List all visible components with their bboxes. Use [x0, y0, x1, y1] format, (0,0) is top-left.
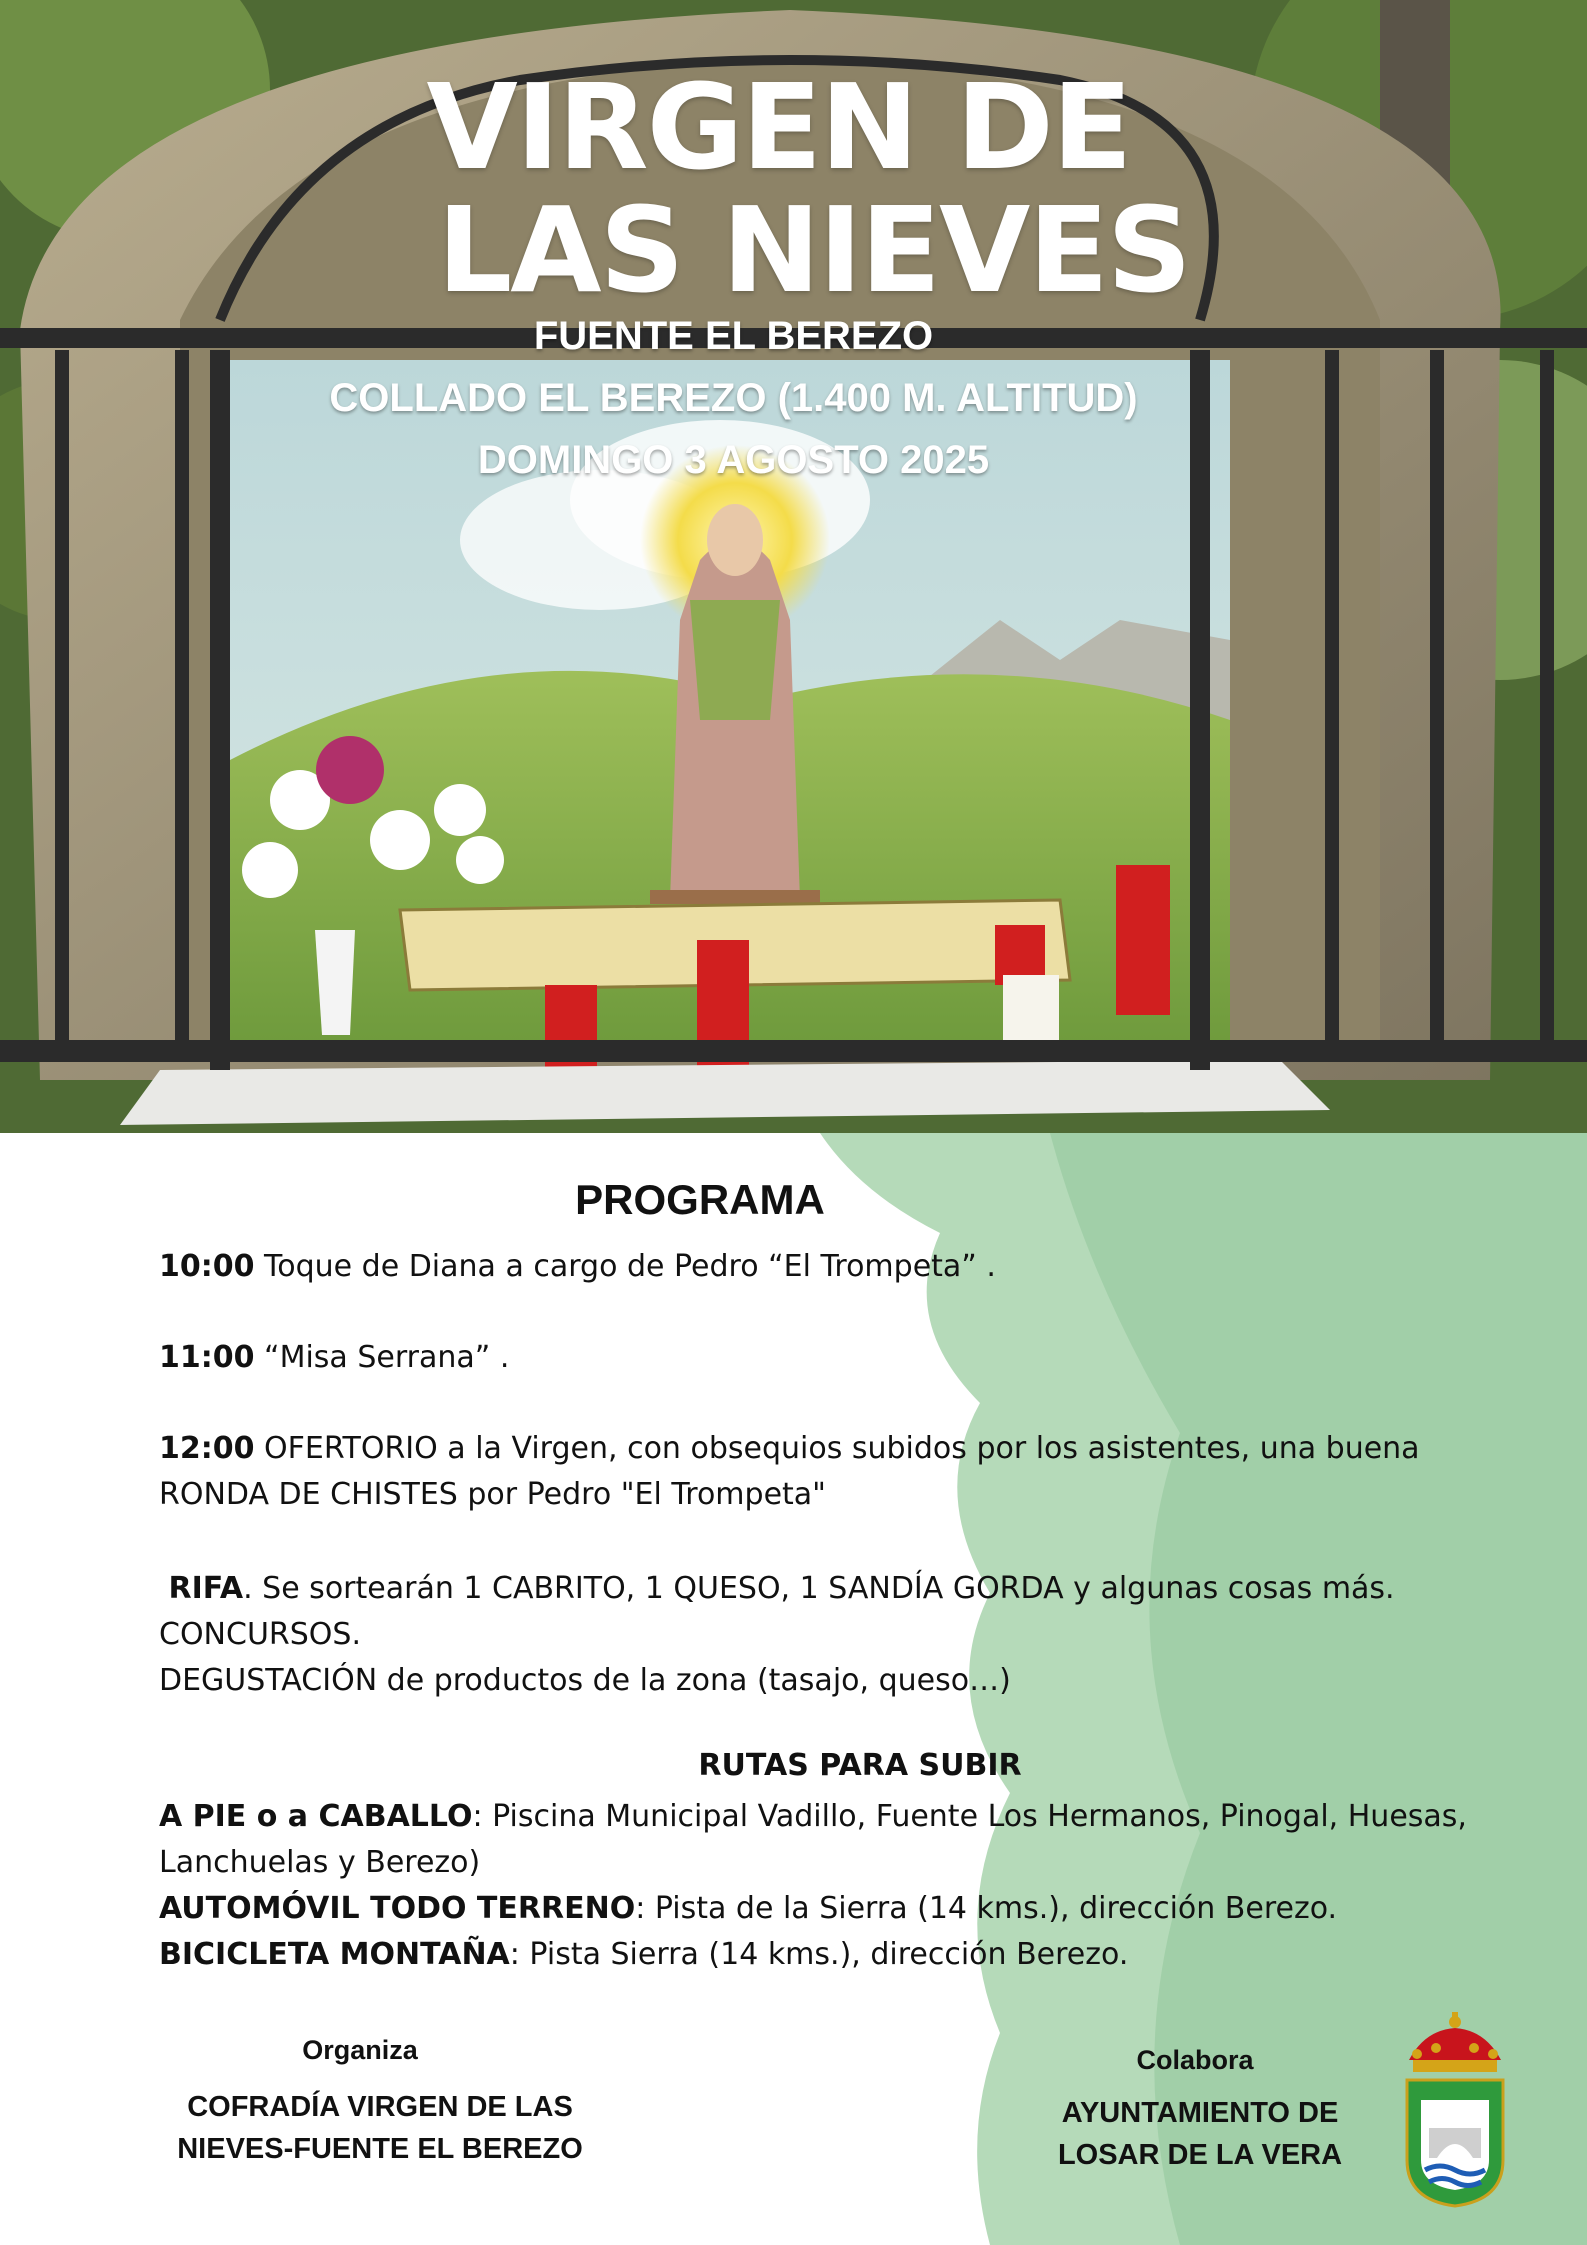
location: COLLADO EL BEREZO (1.400 M. ALTITUD): [329, 376, 1138, 420]
program-item: [159, 1335, 1499, 1381]
title-line-2: LAS NIEVES: [437, 181, 1190, 319]
route-mode: A PIE o a CABALLO: [159, 1799, 473, 1834]
program-item-text: OFERTORIO a la Virgen, con obsequios subidos por los asistentes, una buena RONDA DE CHISTES por Pedro "El Trompeta": [159, 1431, 1420, 1512]
contests-line: CONCURSOS.: [159, 1617, 361, 1652]
tasting-line: DEGUSTACIÓN de productos de la zona (tasajo, queso…): [159, 1663, 1011, 1698]
route-item: [159, 1794, 1499, 1886]
program-item-time: 11:00: [159, 1340, 255, 1375]
event-date: DOMINGO 3 AGOSTO 2025: [477, 438, 990, 482]
raffle-section: [159, 1566, 1499, 1704]
routes-list: [159, 1794, 1499, 1978]
place-name: FUENTE EL BEREZO: [533, 314, 934, 358]
program-item-time: 12:00: [159, 1431, 255, 1466]
program-item: [159, 1244, 1499, 1290]
raffle-label: RIFA: [168, 1571, 244, 1606]
program-title: PROGRAMA: [575, 1176, 825, 1223]
collaborator-name: AYUNTAMIENTO DE LOSAR DE LA VERA: [1057, 2097, 1343, 2171]
collaborator-label: Colabora: [1136, 2045, 1254, 2075]
program-item-text: “Misa Serrana” .: [254, 1340, 510, 1375]
title-line-1: VIRGEN DE: [426, 58, 1131, 196]
program-item-time: 10:00: [159, 1249, 255, 1284]
route-text: : Piscina Municipal Vadillo, Fuente Los Hermanos, Pinogal, Huesas, Lanchuelas y Berezo): [159, 1799, 1467, 1880]
raffle-text: . Se sortearán 1 CABRITO, 1 QUESO, 1 SANDÍA GORDA y algunas cosas más.: [243, 1571, 1395, 1606]
organizer-label: Organiza: [302, 2035, 418, 2065]
program-item-text: Toque de Diana a cargo de Pedro “El Trompeta” .: [254, 1249, 996, 1284]
organizer-name: COFRADÍA VIRGEN DE LAS NIEVES-FUENTE EL BEREZO: [177, 2091, 583, 2165]
route-text: : Pista Sierra (14 kms.), dirección Berezo.: [509, 1937, 1129, 1972]
route-mode: BICICLETA MONTAÑA: [159, 1937, 510, 1972]
raffle-line: [159, 1566, 1499, 1612]
route-text: : Pista de la Sierra (14 kms.), dirección Berezo.: [635, 1891, 1338, 1926]
routes-title: RUTAS PARA SUBIR: [698, 1748, 1022, 1783]
program-item: [159, 1426, 1499, 1518]
route-item: [159, 1932, 1499, 1978]
route-mode: AUTOMÓVIL TODO TERRENO: [159, 1891, 636, 1926]
route-item: [159, 1886, 1499, 1932]
coat-of-arms-icon: [1395, 2010, 1515, 2210]
